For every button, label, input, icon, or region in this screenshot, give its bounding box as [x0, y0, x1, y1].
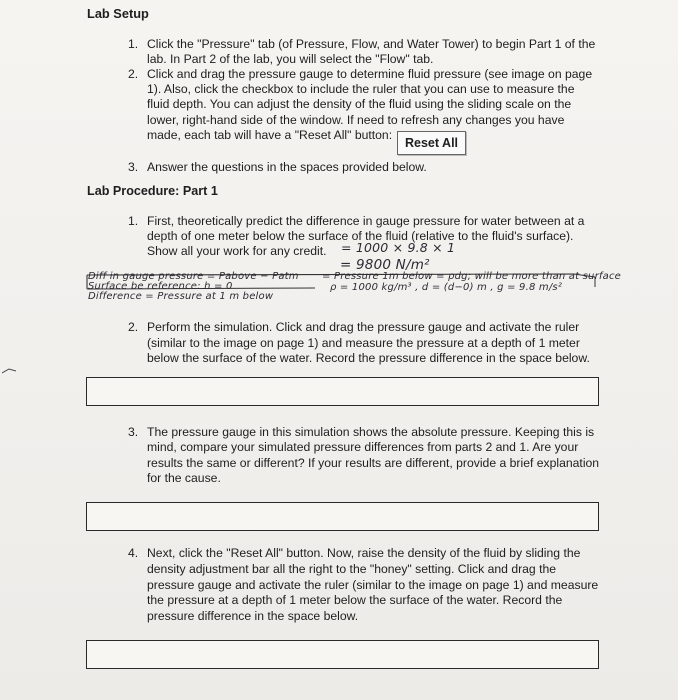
- item-number: 4.: [128, 546, 139, 560]
- text-line: (similar to the image on page 1) and measure the pressure at a depth of 1 meter: [147, 336, 580, 350]
- text-line: pressure difference in the space below.: [147, 609, 359, 623]
- item-number: 3.: [128, 160, 139, 174]
- answer-box-q3[interactable]: [86, 502, 599, 531]
- text-line: Click and drag the pressure gauge to determine fluid pressure (see image on page: [147, 67, 593, 81]
- text-line: density adjustment bar all the right to the "honey" setting. Click and drag the: [147, 562, 557, 576]
- text-line: mind, compare your simulated pressure differences from parts 2 and 1. Are your: [147, 440, 579, 454]
- item-number: 3.: [128, 425, 139, 439]
- answer-box-q2[interactable]: [86, 377, 599, 406]
- text-line: Answer the questions in the spaces provided below.: [147, 160, 427, 174]
- handwritten-line: ρ = 1000 kg/m³ , d = (d−0) m , g = 9.8 m/s²: [330, 282, 563, 293]
- text-line: below the surface of the water. Record the pressure difference in the space below.: [147, 351, 590, 365]
- item-number: 2.: [128, 320, 139, 334]
- text-line: The pressure gauge in this simulation shows the absolute pressure. Keeping this is: [147, 425, 595, 439]
- text-line: depth of one meter below the surface of the fluid (relative to the fluid's surface).: [147, 229, 574, 243]
- handwritten-line: Difference = Pressure at 1 m below: [88, 291, 274, 302]
- text-line: 1). Also, click the checkbox to include the ruler that you can use to measure the: [147, 82, 575, 96]
- handwritten-calc: = 1000 × 9.8 × 1: [341, 240, 456, 255]
- text-line: for the cause.: [147, 471, 221, 485]
- text-line: fluid depth. You can adjust the density of the fluid using the sliding scale on the: [147, 97, 572, 111]
- lab-setup-heading: Lab Setup: [87, 6, 149, 21]
- text-line: Show all your work for any credit.: [147, 244, 327, 258]
- handwritten-line: = Pressure 1m below = ρdg; will be more than at surface: [322, 271, 621, 282]
- text-line: pressure gauge and activate the ruler (similar to the image on page 1) and measure: [147, 578, 599, 592]
- answer-box-q4[interactable]: [86, 640, 599, 669]
- item-number: 2.: [128, 67, 139, 81]
- handwritten-result: = 9800 N/m²: [340, 257, 430, 273]
- text-line: Click the "Pressure" tab (of Pressure, Flow, and Water Tower) to begin Part 1 of the: [147, 37, 596, 51]
- text-line: lab. In Part 2 of the lab, you will select the "Flow" tab.: [147, 52, 434, 66]
- lab-procedure-heading: Lab Procedure: Part 1: [87, 184, 218, 198]
- text-line: First, theoretically predict the difference in gauge pressure for water between at a: [147, 214, 585, 228]
- item-number: 1.: [128, 37, 139, 51]
- reset-all-button-image: Reset All: [397, 131, 466, 155]
- text-line: results the same or different? If your results are different, provide a brief explanation: [147, 456, 600, 470]
- text-line: Next, click the "Reset All" button. Now, raise the density of the fluid by sliding the: [147, 546, 581, 560]
- text-line: the pressure at a depth of 1 meter below the surface of the water. Record the: [147, 593, 563, 607]
- item-number: 1.: [128, 214, 139, 228]
- margin-mark: [2, 368, 16, 374]
- handwritten-line: Surface be reference: h = 0: [88, 281, 233, 292]
- handwritten-line: Diff in gauge pressure = Pabove − Patm: [88, 271, 299, 282]
- text-line: made, each tab will have a "Reset All" button:: [147, 128, 393, 142]
- text-line: lower, right-hand side of the window. If need to refresh any changes you have: [147, 113, 565, 127]
- text-line: Perform the simulation. Click and drag the pressure gauge and activate the ruler: [147, 320, 580, 334]
